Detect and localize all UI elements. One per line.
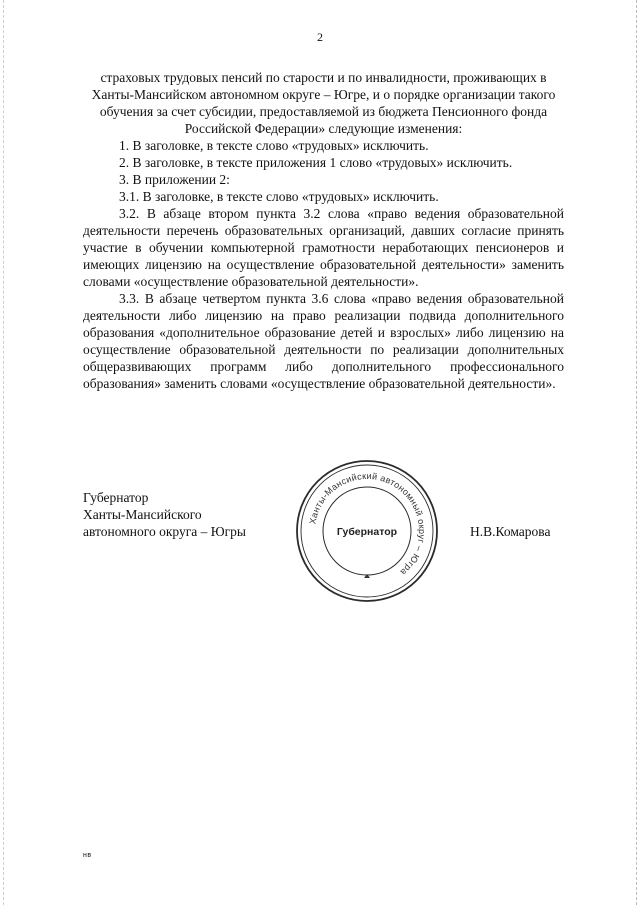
signatory-title-block [83,489,246,540]
intro-paragraph: страховых трудовых пенсий по старости и по инвалидности, проживающих в Ханты-Мансийском автономном округе – Югре, и о порядке организации такого обучения за счет субсидии, предоставляемой из бюджета Пенсионного фонда Российской Федерации» следующие изменения: [91,70,556,136]
amendment-item-3: 3. В приложении 2: [119,172,230,187]
official-seal [294,458,440,604]
amendment-item-2: 2. В заголовке, в тексте приложения 1 слово «трудовых» исключить. [119,155,513,170]
document-body [83,69,564,392]
amendment-paragraph-3-2: 3.2. В абзаце втором пункта 3.2 слова «право ведения образовательной деятельности перечень образовательных организаций, давших согласие принять участие в обучении компьютерной грамотности неработающих пенсионеров и имеющих лицензию на осуществление образовательной деятельности» заменить словами «осуществление образовательной деятельности». [83,206,564,289]
amendment-item-1: 1. В заголовке, в тексте слово «трудовых» исключить. [119,138,429,153]
seal-center-text: Губернатор [336,526,398,538]
amendment-item-3-1: 3.1. В заголовке, в тексте слово «трудовых» исключить. [119,189,439,204]
signatory-title-line-2: Ханты-Мансийского [83,507,202,522]
signatory-name: Н.В.Комарова [470,524,551,539]
signatory-title-line-1: Губернатор [83,490,149,505]
page-number: 2 [317,30,323,44]
scan-edge-right [636,0,637,905]
seal-ring-text: Ханты-Мансийский автономный округ – Югра [307,470,428,578]
scan-edge-left [3,0,4,905]
footer-code: нв [83,852,92,859]
amendment-paragraph-3-3: 3.3. В абзаце четвертом пункта 3.6 слова «право ведения образовательной деятельности либо лицензию на право реализации подвида дополнительного образования «дополнительное образование детей и взрослых» либо лицензию на осуществление образовательной деятельности по реализации дополнительных общеразвивающих программ либо дополнительного профессионального образования» заменить словами «осуществление образовательной деятельности». [83,291,564,391]
signatory-title-line-3: автономного округа – Югры [83,524,246,539]
